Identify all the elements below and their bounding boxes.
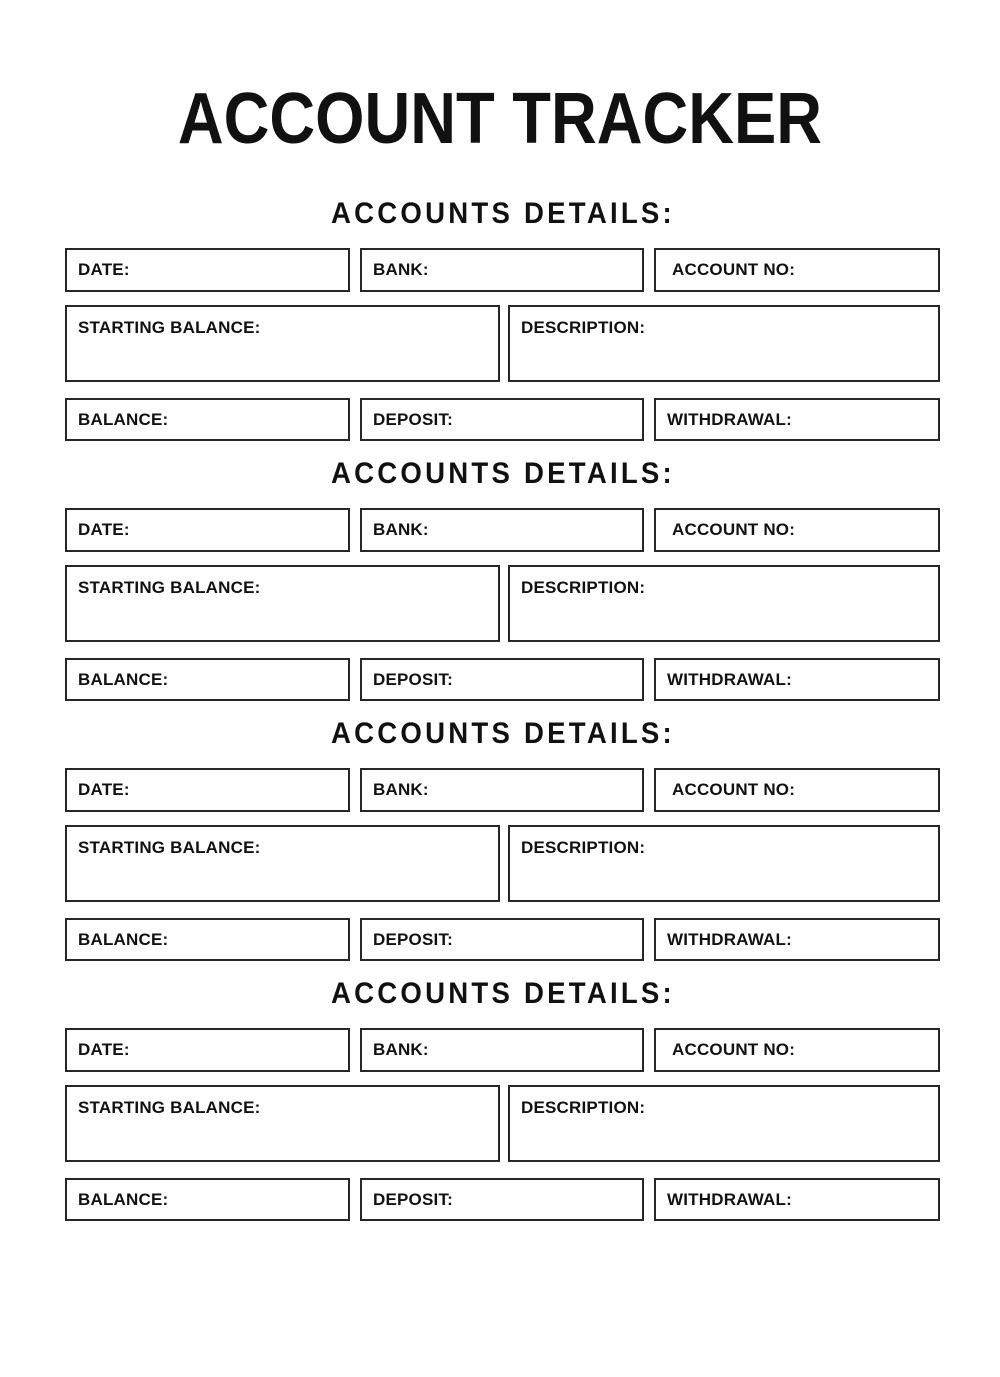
description-field[interactable] xyxy=(508,825,940,902)
balance-label: BALANCE: xyxy=(78,669,169,689)
bank-field[interactable] xyxy=(360,248,644,292)
description-label: DESCRIPTION: xyxy=(521,578,646,597)
balance-field[interactable] xyxy=(65,398,350,441)
withdrawal-field[interactable] xyxy=(654,398,940,441)
row-date-bank-account xyxy=(65,1028,940,1072)
starting-balance-label: STARTING BALANCE: xyxy=(78,838,261,857)
withdrawal-field[interactable] xyxy=(654,918,940,961)
starting-balance-field[interactable] xyxy=(65,305,500,382)
row-date-bank-account xyxy=(65,768,940,812)
withdrawal-label: WITHDRAWAL: xyxy=(667,409,792,429)
row-balance-deposit-withdrawal xyxy=(65,918,940,961)
section-header xyxy=(65,976,940,1012)
balance-field[interactable] xyxy=(65,918,350,961)
sections-container xyxy=(0,196,1000,1221)
row-starting-description xyxy=(65,565,940,642)
deposit-label: DEPOSIT: xyxy=(373,409,454,429)
section-header-text: ACCOUNTS DETAILS: xyxy=(330,717,675,750)
balance-label: BALANCE: xyxy=(78,1189,169,1209)
row-starting-description xyxy=(65,1085,940,1162)
account-no-label: ACCOUNT NO: xyxy=(672,260,796,279)
bank-label: BANK: xyxy=(373,260,429,279)
balance-field[interactable] xyxy=(65,658,350,701)
balance-label: BALANCE: xyxy=(78,929,169,949)
deposit-label: DEPOSIT: xyxy=(373,669,454,689)
account-details-section xyxy=(65,976,940,1221)
deposit-field[interactable] xyxy=(360,918,644,961)
starting-balance-field[interactable] xyxy=(65,1085,500,1162)
starting-balance-label: STARTING BALANCE: xyxy=(78,1098,261,1117)
withdrawal-label: WITHDRAWAL: xyxy=(667,929,792,949)
bank-field[interactable] xyxy=(360,508,644,552)
section-header xyxy=(65,456,940,492)
withdrawal-field[interactable] xyxy=(654,658,940,701)
description-label: DESCRIPTION: xyxy=(521,838,646,857)
row-balance-deposit-withdrawal xyxy=(65,1178,940,1221)
account-details-section xyxy=(65,456,940,701)
row-starting-description xyxy=(65,305,940,382)
section-header-text: ACCOUNTS DETAILS: xyxy=(330,197,675,230)
bank-label: BANK: xyxy=(373,1040,429,1059)
date-label: DATE: xyxy=(78,520,130,539)
bank-field[interactable] xyxy=(360,1028,644,1072)
starting-balance-label: STARTING BALANCE: xyxy=(78,578,261,597)
account-no-label: ACCOUNT NO: xyxy=(672,1040,796,1059)
section-header-text: ACCOUNTS DETAILS: xyxy=(330,977,675,1010)
account-details-section xyxy=(65,196,940,441)
date-field[interactable] xyxy=(65,248,350,292)
date-field[interactable] xyxy=(65,768,350,812)
starting-balance-field[interactable] xyxy=(65,565,500,642)
withdrawal-label: WITHDRAWAL: xyxy=(667,1189,792,1209)
account-no-field[interactable] xyxy=(654,768,940,812)
row-date-bank-account xyxy=(65,508,940,552)
balance-label: BALANCE: xyxy=(78,409,169,429)
account-no-field[interactable] xyxy=(654,1028,940,1072)
bank-label: BANK: xyxy=(373,520,429,539)
deposit-field[interactable] xyxy=(360,658,644,701)
date-field[interactable] xyxy=(65,1028,350,1072)
deposit-label: DEPOSIT: xyxy=(373,929,454,949)
section-header xyxy=(65,196,940,232)
deposit-label: DEPOSIT: xyxy=(373,1189,454,1209)
date-label: DATE: xyxy=(78,780,130,799)
row-date-bank-account xyxy=(65,248,940,292)
account-no-field[interactable] xyxy=(654,248,940,292)
row-starting-description xyxy=(65,825,940,902)
account-no-label: ACCOUNT NO: xyxy=(672,780,796,799)
starting-balance-field[interactable] xyxy=(65,825,500,902)
row-balance-deposit-withdrawal xyxy=(65,398,940,441)
starting-balance-label: STARTING BALANCE: xyxy=(78,318,261,337)
withdrawal-label: WITHDRAWAL: xyxy=(667,669,792,689)
account-no-field[interactable] xyxy=(654,508,940,552)
bank-label: BANK: xyxy=(373,780,429,799)
description-label: DESCRIPTION: xyxy=(521,318,646,337)
deposit-field[interactable] xyxy=(360,398,644,441)
row-balance-deposit-withdrawal xyxy=(65,658,940,701)
bank-field[interactable] xyxy=(360,768,644,812)
description-label: DESCRIPTION: xyxy=(521,1098,646,1117)
section-header xyxy=(65,716,940,752)
balance-field[interactable] xyxy=(65,1178,350,1221)
section-header-text: ACCOUNTS DETAILS: xyxy=(330,457,675,490)
account-details-section xyxy=(65,716,940,961)
account-no-label: ACCOUNT NO: xyxy=(672,520,796,539)
description-field[interactable] xyxy=(508,305,940,382)
date-label: DATE: xyxy=(78,260,130,279)
date-field[interactable] xyxy=(65,508,350,552)
description-field[interactable] xyxy=(508,1085,940,1162)
page-title xyxy=(0,79,1000,159)
date-label: DATE: xyxy=(78,1040,130,1059)
page-title-text: ACCOUNT TRACKER xyxy=(177,79,823,159)
withdrawal-field[interactable] xyxy=(654,1178,940,1221)
deposit-field[interactable] xyxy=(360,1178,644,1221)
description-field[interactable] xyxy=(508,565,940,642)
